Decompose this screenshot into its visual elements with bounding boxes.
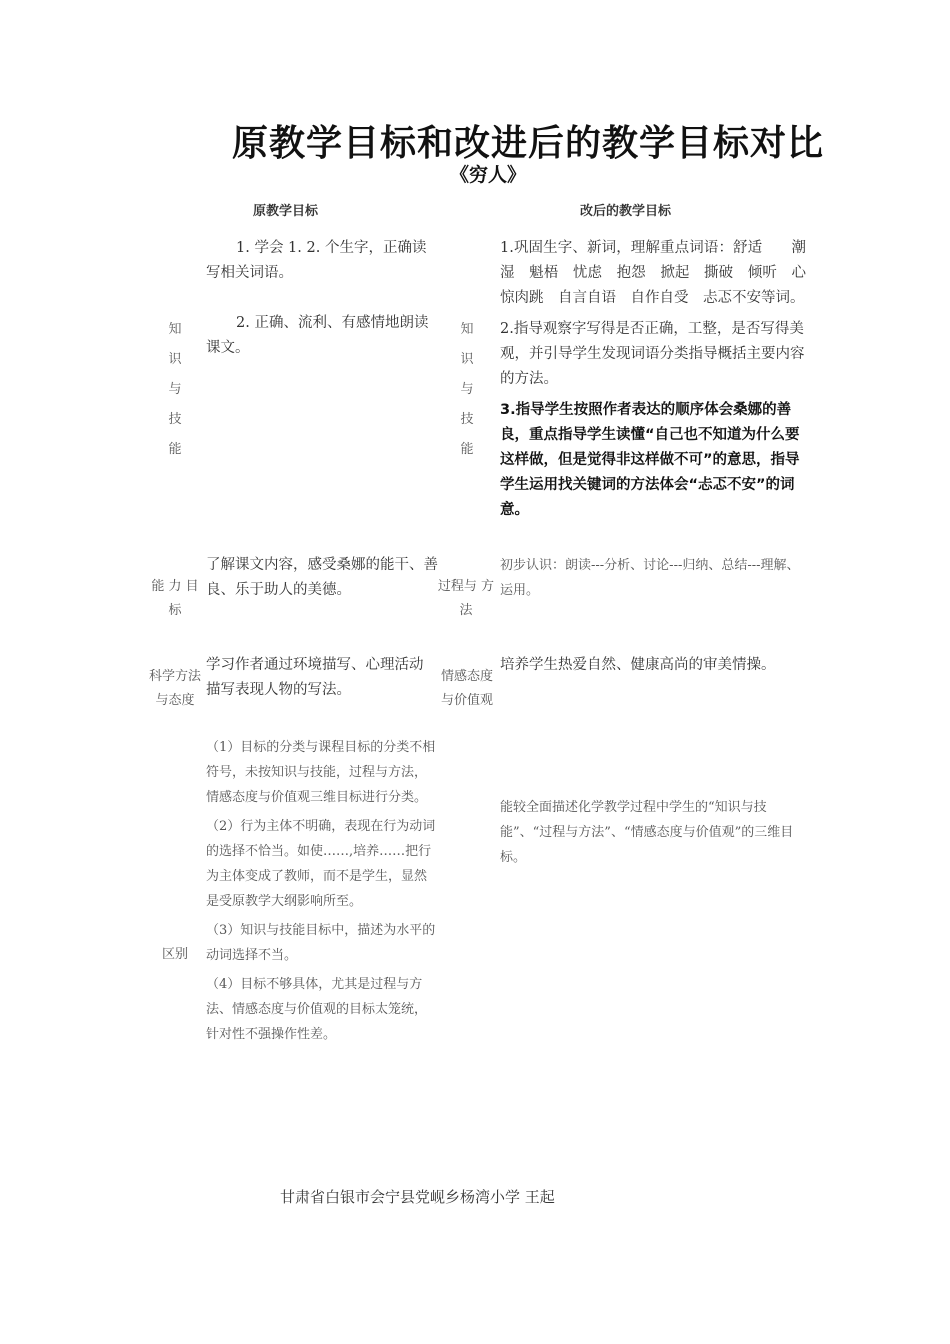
revised-emotion: 培养学生热爱自然、健康高尚的审美情操。 <box>500 657 776 673</box>
label-emotion <box>436 665 498 713</box>
label-knowledge-left <box>160 315 190 465</box>
label-ability <box>145 575 205 623</box>
label-line: 法 <box>459 603 473 618</box>
label-char: 识 <box>168 352 182 367</box>
label-difference: 区别 <box>161 947 188 962</box>
difference-item: （1）目标的分类与课程目标的分类不相符号，未按知识与技能，过程与方法，情感态度与价值观三维目标进行分类。 <box>206 740 436 805</box>
page-subtitle: 《穷人》 <box>450 164 527 186</box>
original-knowledge <box>206 236 438 361</box>
label-char: 知 <box>168 322 182 337</box>
revised-knowledge <box>500 236 806 523</box>
revised-process: 初步认识：朗读---分析、讨论---归纳、总结---理解、运用。 <box>500 558 800 598</box>
label-line: 科学方法 <box>148 669 201 684</box>
difference-item: （2）行为主体不明确，表现在行为动词的选择不恰当。如使……,培养……把行为主体变成了教师，而不是学生，显然是受原教学大纲影响所至。 <box>206 819 436 909</box>
original-science: 学习作者通过环境描写、心理活动描写表现人物的写法。 <box>206 657 424 698</box>
header-original: 原教学目标 <box>253 204 319 219</box>
label-science <box>145 665 205 713</box>
difference-item: （4）目标不够具体，尤其是过程与方法、情感态度与价值观的目标太笼统，针对性不强操作性差。 <box>206 977 428 1042</box>
label-line: 能 力 目 <box>151 579 199 594</box>
label-line: 标 <box>168 603 182 618</box>
label-char: 识 <box>460 352 474 367</box>
label-char: 与 <box>460 382 474 397</box>
original-knowledge-item: 1. 学会 1. 2. 个生字，正确读写相关词语。 <box>206 240 427 281</box>
header-revised: 改后的教学目标 <box>580 204 672 219</box>
label-line: 过程与 方 <box>437 579 495 594</box>
label-char: 技 <box>168 412 182 427</box>
label-line: 与态度 <box>155 693 195 708</box>
page-title: 原教学目标和改进后的教学目标对比 <box>232 123 825 164</box>
original-ability: 了解课文内容，感受桑娜的能干、善良、乐于助人的美德。 <box>206 557 438 598</box>
label-char: 技 <box>460 412 474 427</box>
label-char: 知 <box>460 322 474 337</box>
label-process <box>432 575 500 623</box>
revised-knowledge-item: 1.巩固生字、新词，理解重点词语：舒适 潮湿 魁梧 忧虑 抱怨 掀起 撕破 倾听 心惊肉跳 自言自语 自作自受 忐忑不安等词。 <box>500 240 806 306</box>
revised-knowledge-item: 2.指导观察字写得是否正确，工整，是否写得美观，并引导学生发现词语分类指导概括主要内容的方法。 <box>500 321 805 387</box>
revised-knowledge-item: 3.指导学生按照作者表达的顺序体会桑娜的善良，重点指导学生读懂“自己也不知道为什么要这样做，但是觉得非这样做不可”的意思，指导学生运用找关键词的方法体会“忐忑不安”的词意。 <box>500 402 800 518</box>
difference-item: （3）知识与技能目标中，描述为水平的动词选择不当。 <box>206 923 436 963</box>
label-line: 情感态度 <box>440 669 493 684</box>
label-knowledge-right <box>452 315 482 465</box>
label-line: 与价值观 <box>440 693 493 708</box>
footer-author: 甘肃省白银市会宁县党岘乡杨湾小学 王起 <box>280 1188 555 1206</box>
original-knowledge-item: 2. 正确、流利、有感情地朗读课文。 <box>206 315 429 356</box>
label-char: 能 <box>168 442 182 457</box>
label-char: 能 <box>460 442 474 457</box>
label-char: 与 <box>168 382 182 397</box>
original-differences <box>206 735 436 1047</box>
revised-difference: 能较全面描述化学教学过程中学生的“知识与技能”、“过程与方法”、“情感态度与价值观”的三维目标。 <box>500 800 794 865</box>
